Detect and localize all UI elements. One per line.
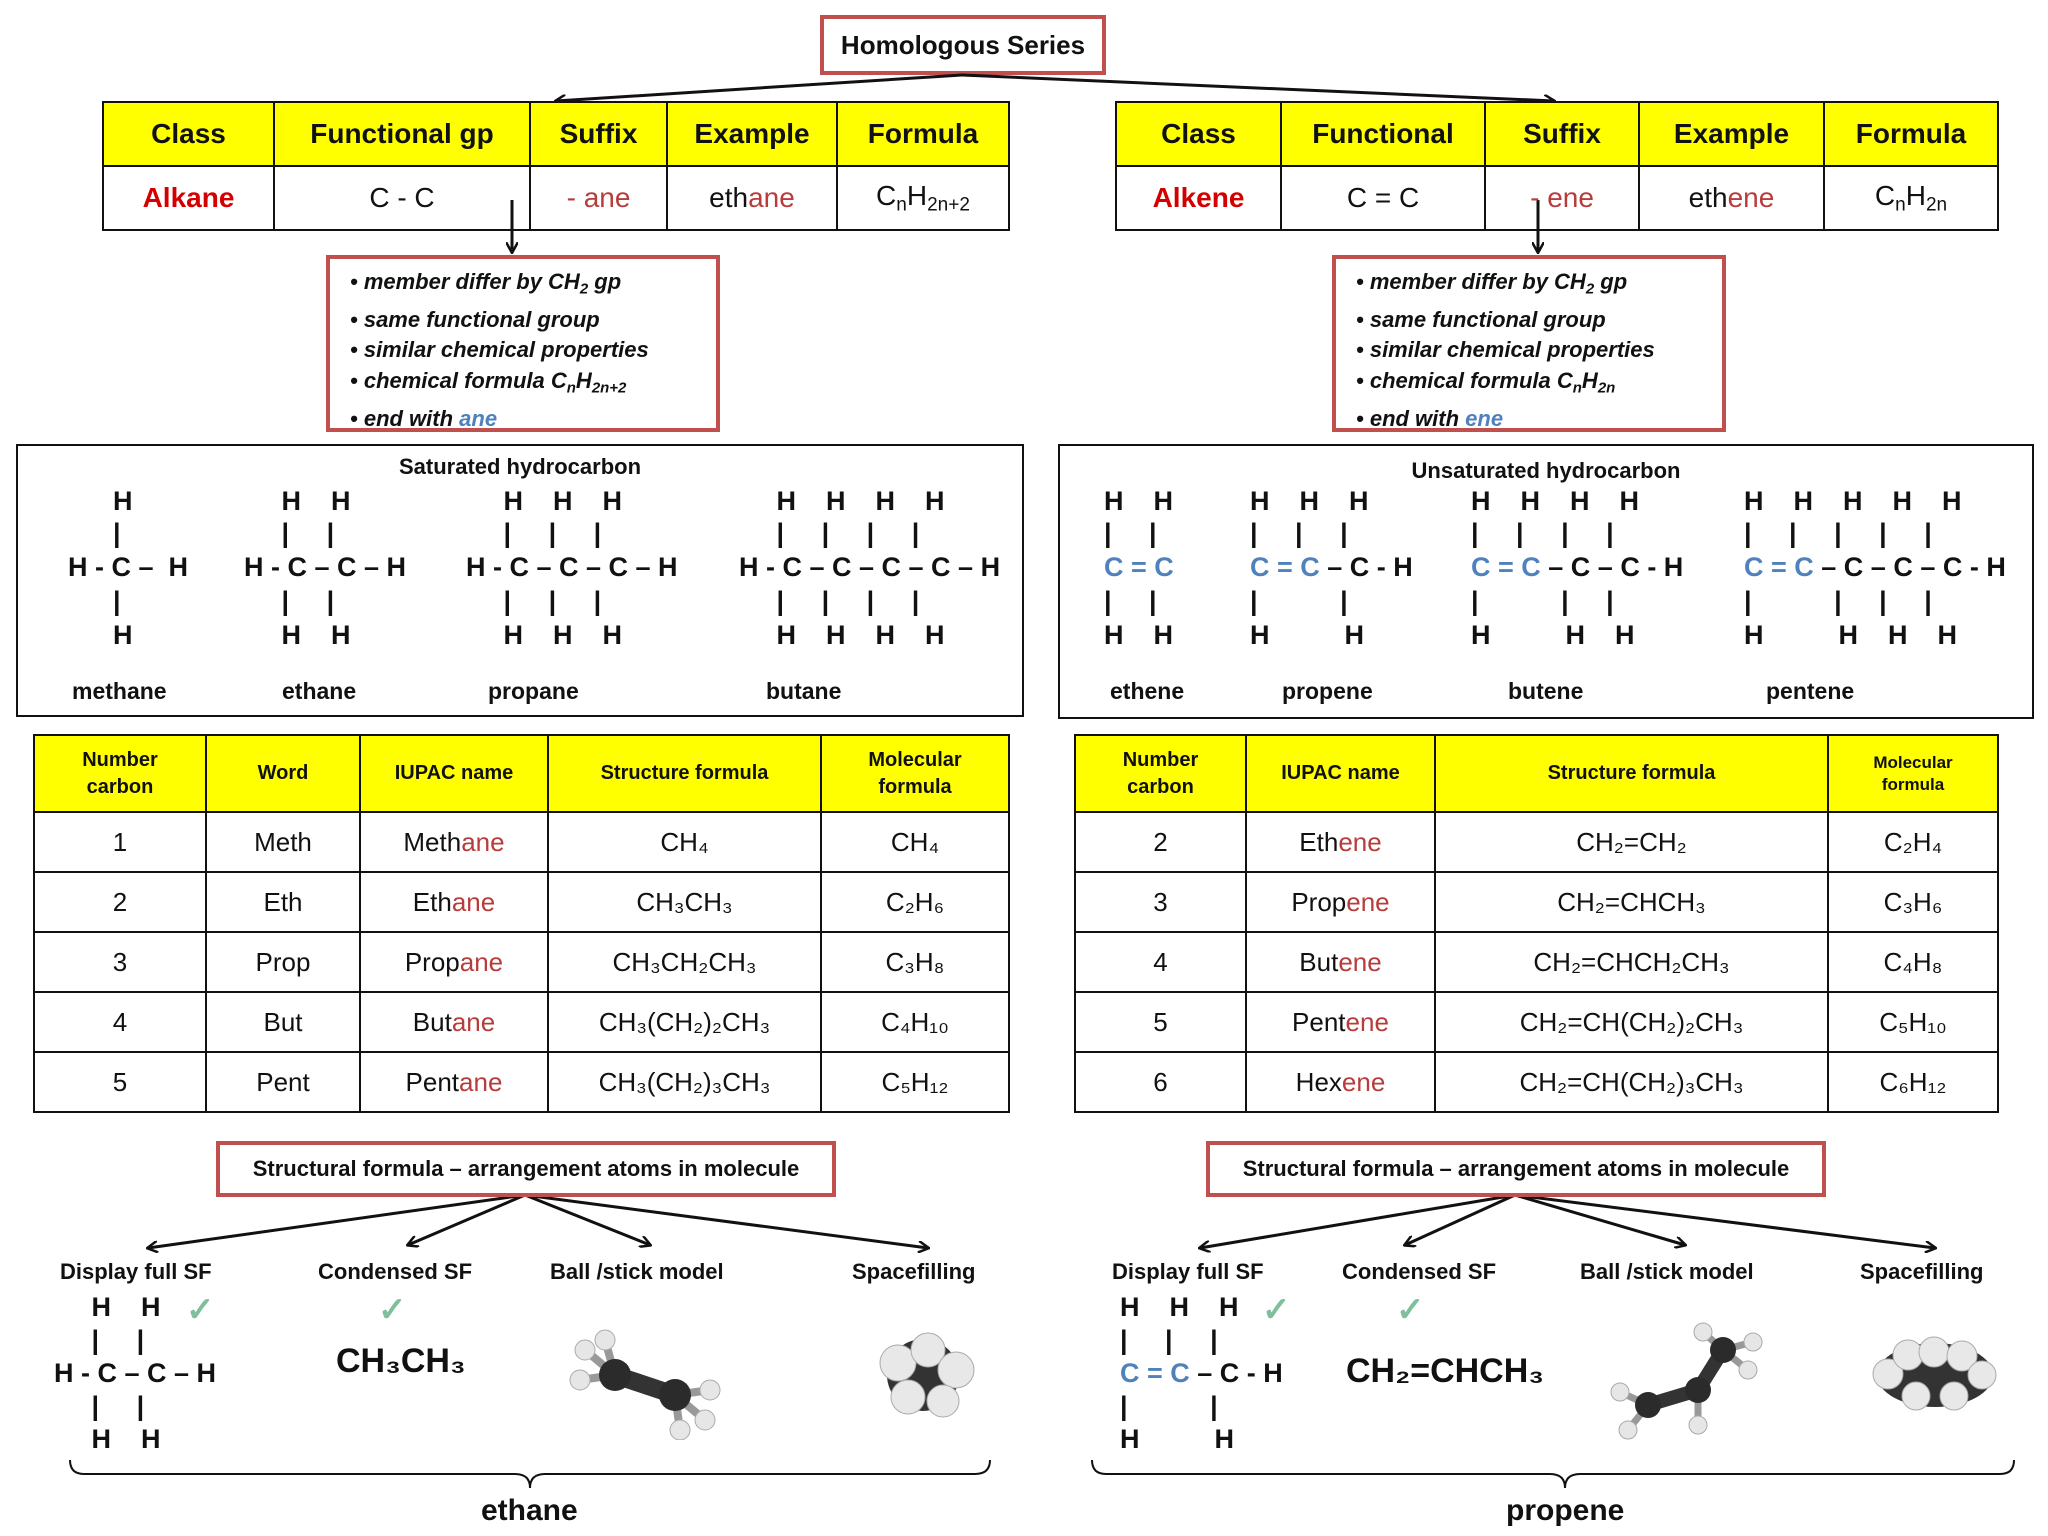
- carbon-number: 4: [34, 992, 206, 1052]
- category-label: Display full SF: [1112, 1259, 1264, 1284]
- suffix-text: ane: [583, 182, 631, 213]
- header-functional: Functional: [1281, 102, 1485, 166]
- suffix-cell: [1485, 166, 1639, 230]
- molecular-formula: C₃H₆: [1828, 872, 1998, 932]
- formula-cell: [837, 166, 1009, 230]
- property-item: • member differ by $CH_2$ gp: [1356, 269, 1628, 298]
- table-row: [34, 872, 1009, 932]
- structure-formula: CH₃(CH₂)₂CH₃: [548, 992, 821, 1052]
- spacefilling-model: [868, 1325, 988, 1425]
- iupac-name: Propane: [360, 932, 548, 992]
- molecule-name: ethane: [282, 678, 357, 704]
- iupac-name: Pentane: [360, 1052, 548, 1112]
- alkene-properties-box: [1332, 255, 1726, 432]
- alkane-data-table: [33, 734, 1010, 1113]
- table-row: [1075, 872, 1998, 932]
- iupac-name: Ethane: [360, 872, 548, 932]
- spacefilling-model: [1870, 1330, 2000, 1420]
- structure-formula: CH₃(CH₂)₃CH₃: [548, 1052, 821, 1112]
- structure-formula: CH₂=CH(CH₂)₂CH₃: [1435, 992, 1828, 1052]
- example-cell: [1639, 166, 1824, 230]
- property-item: • same functional group: [1356, 306, 1606, 332]
- molecular-formula: CH₄: [821, 812, 1009, 872]
- check-icon: ✓: [186, 1291, 215, 1329]
- molecular-formula: C₅H₁₂: [821, 1052, 1009, 1112]
- suffix-dash: -: [1530, 182, 1548, 213]
- carbon-number: 1: [34, 812, 206, 872]
- table-row: [1075, 812, 1998, 872]
- category-label: Spacefilling: [852, 1259, 976, 1284]
- header-class: Class: [103, 102, 274, 166]
- formula-cell: [1824, 166, 1998, 230]
- saturated-panel: Saturated hydrocarbon H | H - C – H | H H H | | H - C – C – H | | H H H H H | | | H - C – C – C – H | | | H H H H H H H | | | | H - C – C – C – C – H | | | | H H H H methane ethane propane butane: [16, 444, 1024, 717]
- formula-sub: 2n: [1925, 194, 1948, 216]
- carbon-number: 6: [1075, 1052, 1246, 1112]
- functional-group: C = C: [1281, 166, 1485, 230]
- property-item: • end with ene: [1356, 405, 1504, 431]
- molecular-formula: C₅H₁₀: [1828, 992, 1998, 1052]
- structure-formula: CH₃CH₃: [548, 872, 821, 932]
- formula-c: C: [876, 179, 897, 211]
- page-title: Homologous Series: [840, 29, 1086, 60]
- header-structure: Structure formula: [548, 735, 821, 812]
- header-iupac: IUPAC name: [360, 735, 548, 812]
- header-suffix: Suffix: [1485, 102, 1639, 166]
- formula-h: H: [1905, 179, 1926, 211]
- header-number-carbon: Number carbon: [1075, 735, 1246, 812]
- property-item: • end with ane: [350, 405, 498, 431]
- header-molecular: Molecular formula: [1828, 735, 1998, 812]
- formula-n: n: [896, 194, 907, 216]
- word: Pent: [206, 1052, 360, 1112]
- ball-stick-model: [1598, 1320, 1778, 1450]
- formula-c: C: [1874, 179, 1896, 211]
- iupac-name: Propene: [1246, 872, 1435, 932]
- example-stem: eth: [1688, 182, 1728, 213]
- molecular-formula: C₄H₁₀: [821, 992, 1009, 1052]
- sf-title: Structural formula – arrangement atoms in molecule: [1242, 1156, 1790, 1181]
- formula-sub: 2n+2: [927, 194, 970, 216]
- ball-stick-model: [560, 1320, 730, 1440]
- molecular-formula: C₃H₈: [821, 932, 1009, 992]
- unsaturated-panel: Unsaturated hydrocarbon H H | | C = C | | H H H H H | | | C = C – C - H | | H H H H H H | | | | C = C – C – C - H | | | H H H H H H H H | | | | | C = C – C – C – C - H | | | | H H H H ethene propene butene pentene: [1058, 444, 2034, 719]
- header-formula: Formula: [837, 102, 1009, 166]
- header-functional: Functional gp: [274, 102, 530, 166]
- iupac-name: Butene: [1246, 932, 1435, 992]
- carbon-number: 2: [34, 872, 206, 932]
- header-word: Word: [206, 735, 360, 812]
- condensed-formula: CH₃CH₃: [336, 1342, 466, 1380]
- structure-formula: CH₂=CH(CH₂)₃CH₃: [1435, 1052, 1828, 1112]
- example-stem: eth: [709, 182, 749, 213]
- check-icon: ✓: [378, 1291, 407, 1329]
- molecule-name: ethene: [1110, 678, 1185, 704]
- table-row: [34, 992, 1009, 1052]
- check-icon: ✓: [1396, 1291, 1425, 1329]
- category-label: Condensed SF: [318, 1259, 473, 1284]
- sf-title: Structural formula – arrangement atoms in molecule: [252, 1156, 800, 1181]
- iupac-name: Hexene: [1246, 1052, 1435, 1112]
- alkene-sf-title-box: [1206, 1141, 1826, 1197]
- header-iupac: IUPAC name: [1246, 735, 1435, 812]
- example-name: propene: [1506, 1494, 1625, 1527]
- carbon-number: 3: [34, 932, 206, 992]
- header-suffix: Suffix: [530, 102, 667, 166]
- carbon-number: 5: [34, 1052, 206, 1112]
- structure-formula: CH₂=CH₂: [1435, 812, 1828, 872]
- header-class: Class: [1116, 102, 1281, 166]
- example-cell: [667, 166, 837, 230]
- check-icon: ✓: [1262, 1291, 1291, 1329]
- iupac-name: Butane: [360, 992, 548, 1052]
- table-row: [34, 812, 1009, 872]
- category-label: Display full SF: [60, 1259, 212, 1284]
- class-name: Alkene: [1116, 166, 1281, 230]
- structure-formula: CH₃CH₂CH₃: [548, 932, 821, 992]
- category-label: Spacefilling: [1860, 1259, 1984, 1284]
- category-label: Condensed SF: [1342, 1259, 1497, 1284]
- property-item: • similar chemical properties: [1356, 337, 1655, 363]
- suffix-text: ene: [1547, 182, 1594, 213]
- property-item: • same functional group: [350, 306, 600, 332]
- condensed-formula: CH₂=CHCH₃: [1346, 1352, 1545, 1390]
- header-number-carbon: Number carbon: [34, 735, 206, 812]
- molecule-name: propene: [1282, 678, 1373, 704]
- molecule-name: propane: [488, 678, 579, 704]
- example-suffix: ene: [1727, 182, 1775, 213]
- molecule-name: methane: [72, 678, 167, 704]
- structure-formula: CH₂=CHCH₂CH₃: [1435, 932, 1828, 992]
- table-row: [1075, 992, 1998, 1052]
- molecule-name: butane: [766, 678, 842, 704]
- table-row: [34, 1052, 1009, 1112]
- panel-title: Saturated hydrocarbon: [398, 454, 642, 479]
- category-label: Ball /stick model: [550, 1259, 724, 1284]
- example-suffix: ane: [748, 182, 795, 213]
- word: Meth: [206, 812, 360, 872]
- iupac-name: Ethene: [1246, 812, 1435, 872]
- header-example: Example: [1639, 102, 1824, 166]
- alkene-data-table: [1074, 734, 1999, 1113]
- header-formula: Formula: [1824, 102, 1998, 166]
- carbon-number: 2: [1075, 812, 1246, 872]
- header-molecular: Molecular formula: [821, 735, 1009, 812]
- molecular-formula: C₂H₆: [821, 872, 1009, 932]
- carbon-number: 5: [1075, 992, 1246, 1052]
- structure-formula: CH₂=CHCH₃: [1435, 872, 1828, 932]
- property-item: • similar chemical properties: [350, 337, 649, 363]
- table-row: [1075, 1052, 1998, 1112]
- molecular-formula: C₂H₄: [1828, 812, 1998, 872]
- word: Eth: [206, 872, 360, 932]
- table-row: [34, 932, 1009, 992]
- iupac-name: Methane: [360, 812, 548, 872]
- header-example: Example: [667, 102, 837, 166]
- panel-title: Unsaturated hydrocarbon: [1411, 458, 1681, 483]
- iupac-name: Pentene: [1246, 992, 1435, 1052]
- property-item: • chemical formula $C_nH_{2n+2}$: [350, 367, 627, 397]
- functional-group: C - C: [274, 166, 530, 230]
- carbon-number: 4: [1075, 932, 1246, 992]
- structure-formula: CH₄: [548, 812, 821, 872]
- word: But: [206, 992, 360, 1052]
- alkene-class-table: [1115, 101, 1999, 231]
- suffix-cell: [530, 166, 667, 230]
- header-structure: Structure formula: [1435, 735, 1828, 812]
- property-item: • member differ by $CH_2$ gp: [350, 269, 622, 298]
- property-item: • chemical formula $C_nH_{2n}$: [1356, 367, 1616, 397]
- molecular-formula: C₄H₈: [1828, 932, 1998, 992]
- molecular-formula: C₆H₁₂: [1828, 1052, 1998, 1112]
- category-label: Ball /stick model: [1580, 1259, 1754, 1284]
- word: Prop: [206, 932, 360, 992]
- table-row: [1075, 932, 1998, 992]
- class-name: Alkane: [103, 166, 274, 230]
- carbon-number: 3: [1075, 872, 1246, 932]
- suffix-dash: -: [566, 182, 584, 213]
- alkane-sf-title-box: [216, 1141, 836, 1197]
- alkane-properties-box: [326, 255, 720, 432]
- alkane-class-table: [102, 101, 1010, 231]
- formula-h: H: [906, 179, 928, 211]
- molecule-name: butene: [1508, 678, 1584, 704]
- formula-n: n: [1895, 194, 1906, 216]
- molecule-name: pentene: [1766, 678, 1855, 704]
- example-name: ethane: [481, 1494, 578, 1527]
